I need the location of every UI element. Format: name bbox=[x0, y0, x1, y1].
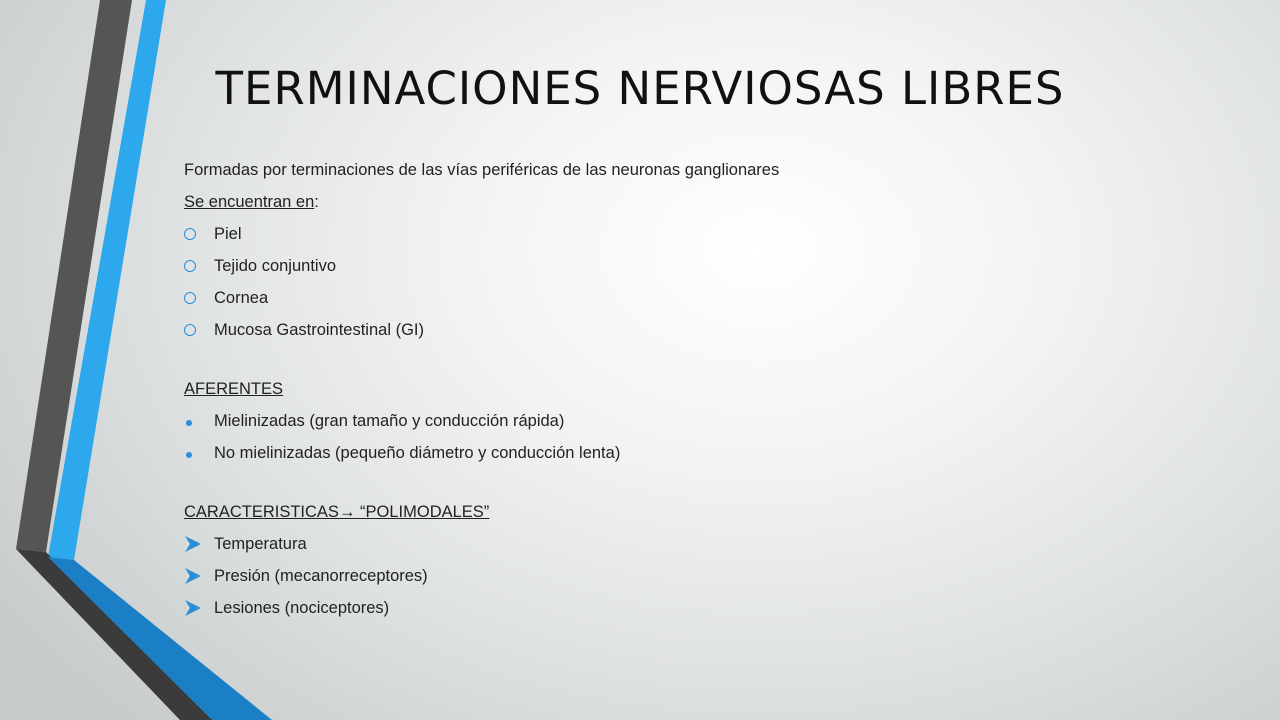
characteristics-label: CARACTERISTICAS bbox=[184, 503, 339, 521]
list-item bbox=[184, 532, 1184, 564]
afferents-heading-line bbox=[184, 377, 1184, 409]
list-item bbox=[184, 222, 1184, 254]
dot-bullet-icon bbox=[184, 409, 208, 433]
arrowhead-bullet-icon bbox=[184, 532, 208, 560]
characteristics-heading bbox=[184, 503, 489, 521]
found-in-heading-line bbox=[184, 190, 1184, 222]
list-item bbox=[184, 441, 1184, 473]
right-arrow-icon: → bbox=[338, 503, 356, 521]
list-item-text: Piel bbox=[214, 225, 242, 243]
intro-text: Formadas por terminaciones de las vías periféricas de las neuronas ganglionares bbox=[184, 161, 780, 179]
list-item-text: Temperatura bbox=[214, 535, 307, 553]
list-item bbox=[184, 254, 1184, 286]
circle-bullet-icon bbox=[184, 286, 208, 311]
polimodales-label: “POLIMODALES” bbox=[355, 503, 490, 521]
list-item-text: Lesiones (nociceptores) bbox=[214, 599, 390, 617]
list-item-text: Tejido conjuntivo bbox=[214, 257, 336, 275]
list-item-text: Mielinizadas (gran tamaño y conducción rápida) bbox=[214, 412, 565, 430]
characteristics-heading-line bbox=[184, 500, 1184, 532]
list-item bbox=[184, 318, 1184, 350]
list-item-text: Mucosa Gastrointestinal (GI) bbox=[214, 321, 424, 339]
list-item bbox=[184, 596, 1184, 628]
list-item-text: Presión (mecanorreceptores) bbox=[214, 567, 428, 585]
afferents-heading: AFERENTES bbox=[184, 380, 284, 398]
found-in-colon: : bbox=[314, 193, 319, 211]
circle-bullet-icon bbox=[184, 318, 208, 343]
arrowhead-bullet-icon bbox=[184, 564, 208, 592]
dot-bullet-icon bbox=[184, 441, 208, 465]
circle-bullet-icon bbox=[184, 254, 208, 279]
slide-title: TERMINACIONES NERVIOSAS LIBRES bbox=[215, 62, 1065, 115]
list-item bbox=[184, 409, 1184, 441]
found-in-heading: Se encuentran en bbox=[184, 193, 315, 211]
circle-bullet-icon bbox=[184, 222, 208, 247]
list-item bbox=[184, 564, 1184, 596]
list-item-text: No mielinizadas (pequeño diámetro y conducción lenta) bbox=[214, 444, 621, 462]
slide-body bbox=[184, 158, 1184, 628]
list-item bbox=[184, 286, 1184, 318]
arrowhead-bullet-icon bbox=[184, 596, 208, 624]
list-item-text: Cornea bbox=[214, 289, 269, 307]
